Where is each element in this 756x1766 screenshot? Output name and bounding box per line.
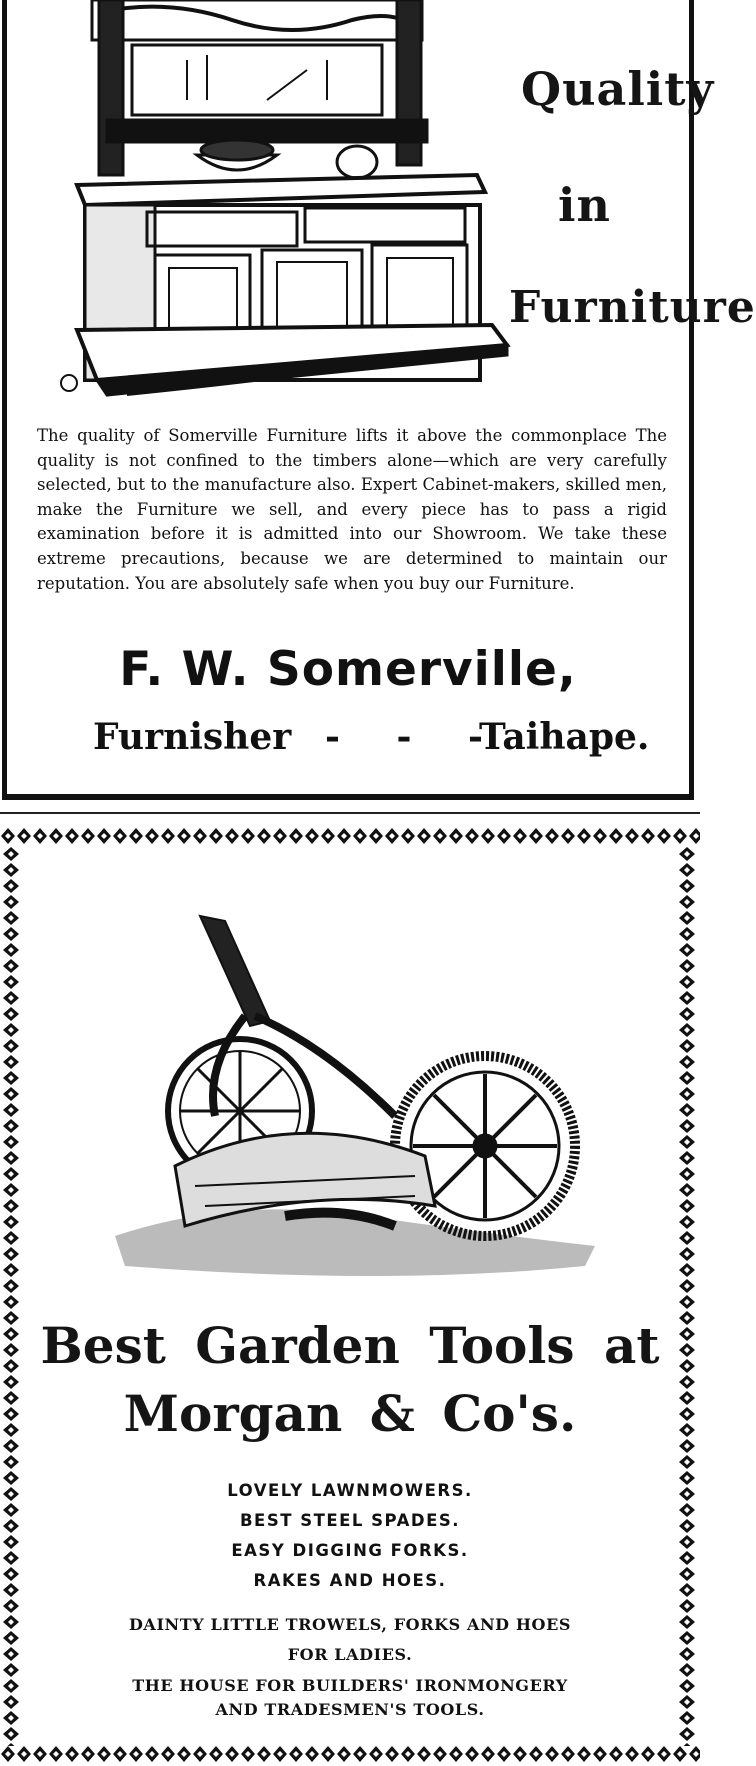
tools-list <box>0 1476 700 1596</box>
ladies-tools-note <box>0 1610 700 1670</box>
list-item: BEST STEEL SPADES. <box>239 1511 461 1530</box>
house-line1: THE HOUSE FOR BUILDERS' IRONMONGERY <box>132 1676 568 1695</box>
advertiser-name: F. W. Somerville, <box>119 642 577 697</box>
advertiser-role: Furnisher <box>93 716 292 758</box>
ornamental-border-bottom <box>0 1744 700 1764</box>
house-tagline <box>0 1674 700 1722</box>
list-item: RAKES AND HOES. <box>253 1571 447 1590</box>
separator-dashes: - - - <box>325 716 505 758</box>
heading-in: in <box>558 178 611 232</box>
ladies-line2: FOR LADIES. <box>287 1645 413 1664</box>
furniture-advert <box>2 0 756 800</box>
sideboard-illustration <box>37 0 517 415</box>
garden-title-line2: Morgan & Co's. <box>123 1384 577 1443</box>
list-item: LOVELY LAWNMOWERS. <box>227 1481 473 1500</box>
ladies-line1: DAINTY LITTLE TROWELS, FORKS AND HOES <box>128 1615 572 1634</box>
house-line2: AND TRADESMEN'S TOOLS. <box>215 1700 485 1719</box>
lawnmower-illustration <box>95 906 615 1296</box>
list-item: EASY DIGGING FORKS. <box>231 1541 469 1560</box>
heading-furniture: Furniture <box>509 282 756 333</box>
ornamental-border-top <box>0 826 700 846</box>
furniture-body-text: The quality of Somerville Furniture lifts it above the commonplace The quality is not confined to the timbers alone—which are very carefully selected, but to the manufacture also. Expert Cabinet-makers, skilled men, make the Furniture we sell, and every piece has to pass a rigid examination before it is admitted into our Showroom. We take these extreme precautions, because we are determined to maintain our reputation. You are absolutely safe when you buy our Furniture. <box>37 426 667 593</box>
advertiser-town: Taihape. <box>479 716 650 758</box>
garden-title-line1: Best Garden Tools at <box>40 1316 660 1375</box>
garden-tools-advert <box>0 826 700 1766</box>
heading-quality: Quality <box>521 62 715 116</box>
column-divider-rule <box>0 812 700 814</box>
